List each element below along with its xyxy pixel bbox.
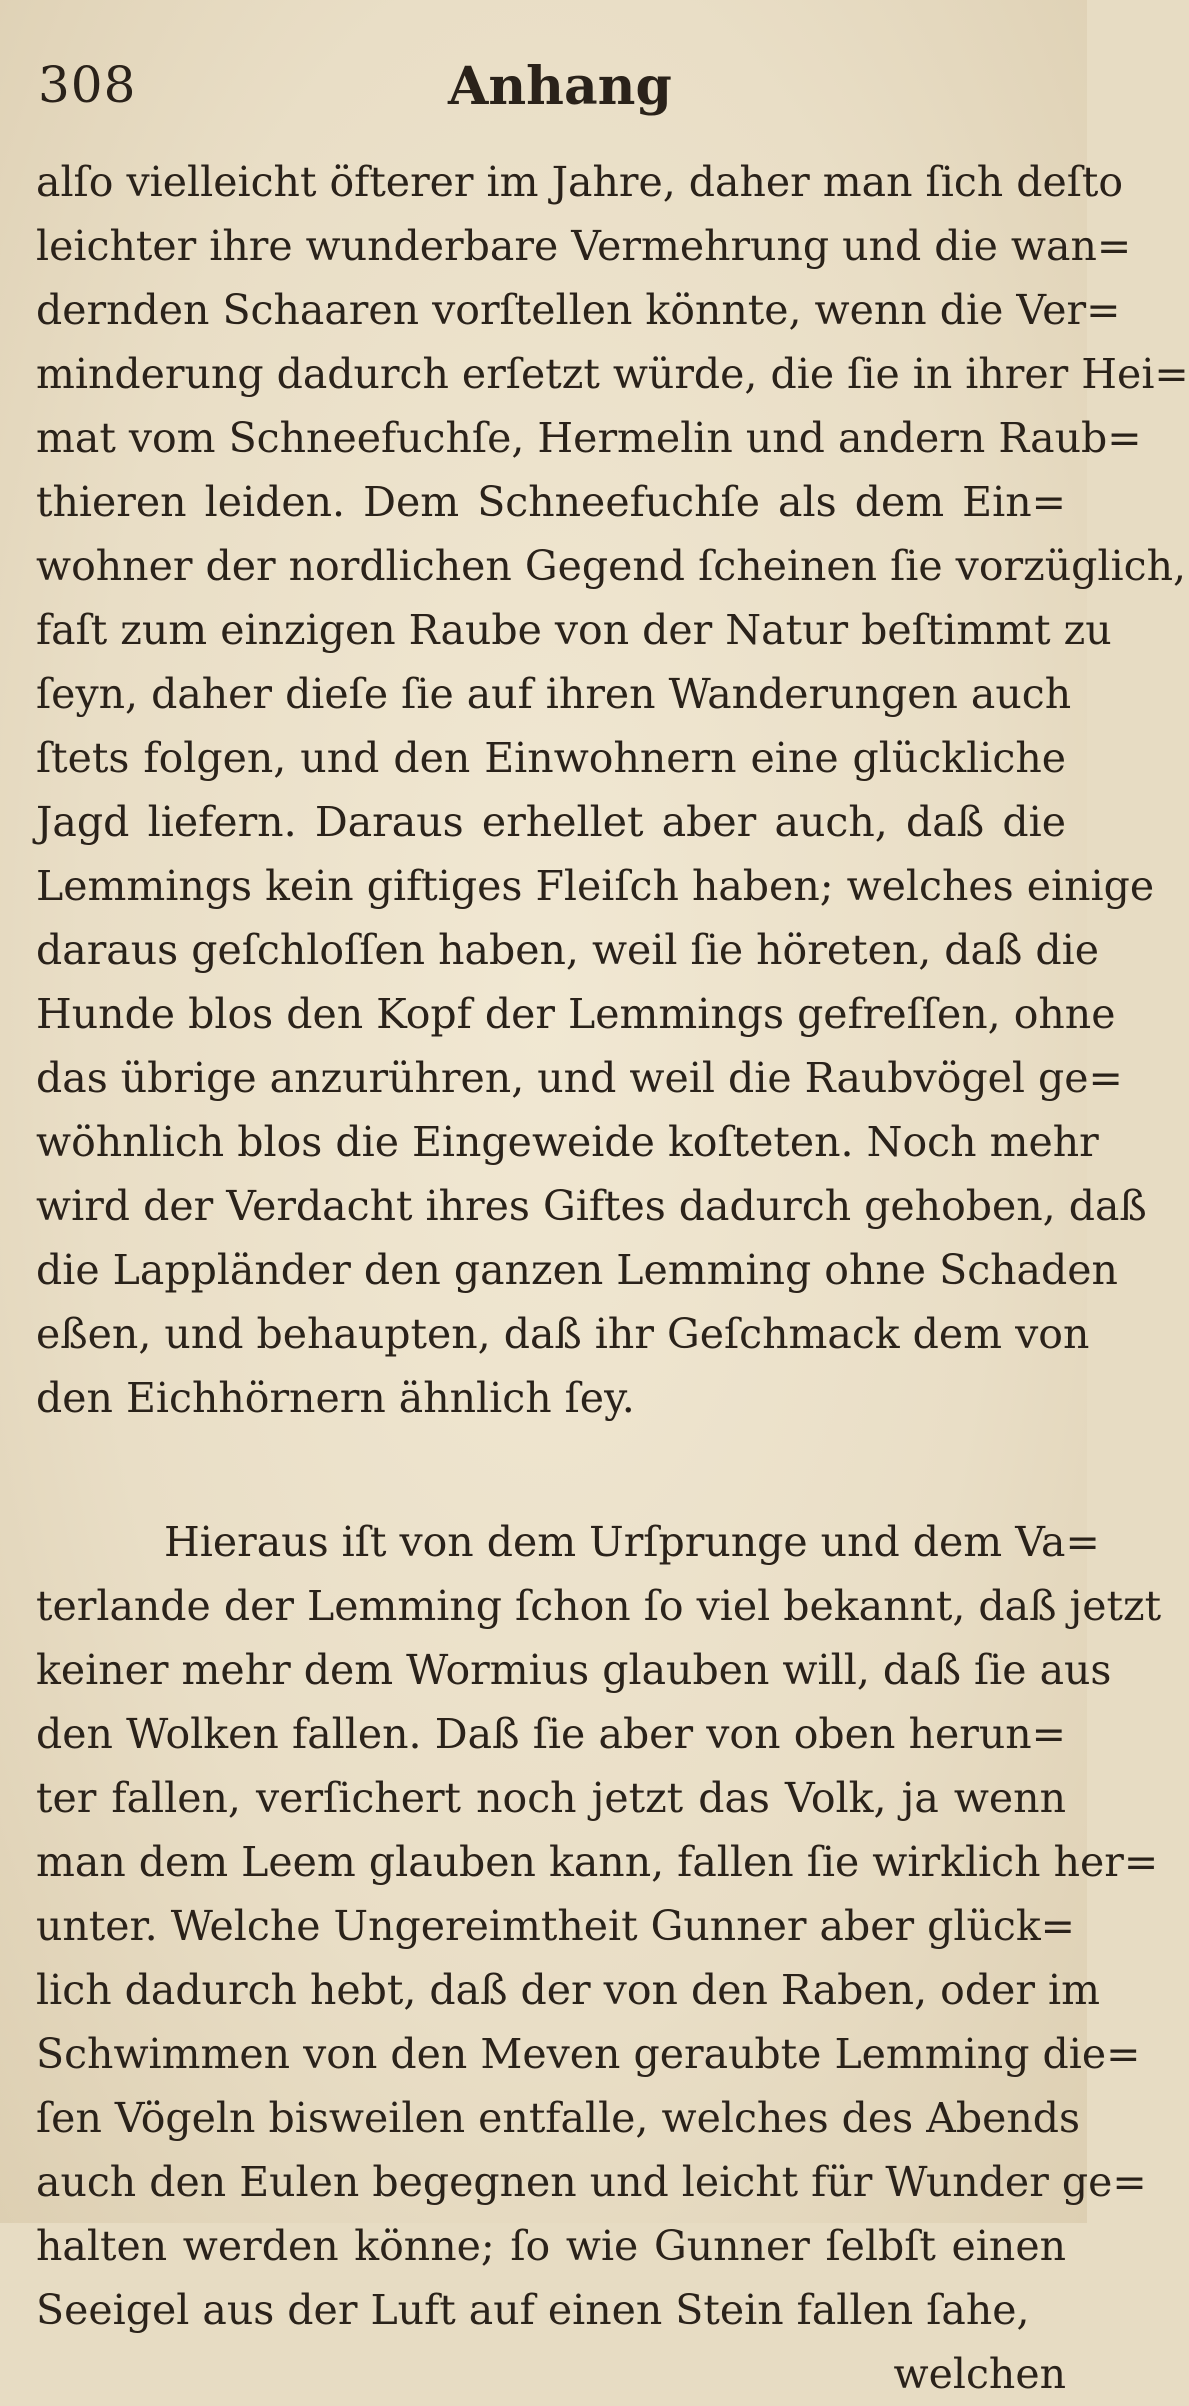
page-header <box>0 40 1087 130</box>
catchword: welchen <box>893 2350 1066 2398</box>
text-line: Seeigel aus der Luft auf einen Stein fallen ſahe, <box>36 2286 1030 2334</box>
text-line: unter. Welche Ungereimtheit Gunner aber glück= <box>36 1902 1076 1950</box>
text-line: terlande der Lemming ſchon ſo viel bekannt, daß jetzt <box>36 1582 1162 1630</box>
text-line: Schwimmen von den Meven geraubte Lemming die= <box>36 2030 1141 2078</box>
text-line: wird der Verdacht ihres Giftes dadurch gehoben, daß <box>36 1182 1147 1230</box>
text-line: den Eichhörnern ähnlich ſey. <box>36 1374 635 1422</box>
text-line: eßen, und behaupten, daß ihr Geſchmack dem von <box>36 1310 1090 1358</box>
text-line: auch den Eulen begegnen und leicht für Wunder ge= <box>36 2158 1147 2206</box>
text-line: Hieraus iſt von dem Urſprunge und dem Va= <box>164 1518 1100 1566</box>
text-line: wohner der nordlichen Gegend ſcheinen ſie vorzüglich, <box>36 542 1187 590</box>
text-line: ter fallen, verſichert noch jetzt das Volk, ja wenn <box>36 1774 1066 1822</box>
text-line: mat vom Schneefuchſe, Hermelin und andern Raub= <box>36 414 1142 462</box>
paragraph <box>36 150 1189 1430</box>
text-line: thieren leiden. Dem Schneefuchſe als dem Ein= <box>36 478 1066 526</box>
text-line: ſtets folgen, und den Einwohnern eine glückliche <box>36 734 1066 782</box>
running-head: Anhang <box>448 56 672 117</box>
page-number: 308 <box>38 56 137 114</box>
text-line: daraus geſchloſſen haben, weil ſie höreten, daß die <box>36 926 1100 974</box>
text-line: ſen Vögeln bisweilen entfalle, welches des Abends <box>36 2094 1081 2142</box>
text-line: lich dadurch hebt, daß der von den Raben, oder im <box>36 1966 1100 2014</box>
text-line: faſt zum einzigen Raube von der Natur beſtimmt zu <box>36 606 1112 654</box>
text-line: Jagd liefern. Daraus erhellet aber auch, daß die <box>36 798 1066 846</box>
paragraph-gap <box>36 1430 1066 1510</box>
text-line: das übrige anzurühren, und weil die Raubvögel ge= <box>36 1054 1123 1102</box>
text-line: halten werden könne; ſo wie Gunner ſelbſt einen <box>36 2222 1066 2270</box>
text-line: alſo vielleicht öfterer im Jahre, daher man ſich deſto <box>36 158 1124 206</box>
text-line: Hunde blos den Kopf der Lemmings gefreſſen, ohne <box>36 990 1116 1038</box>
text-line: wöhnlich blos die Eingeweide koſteten. Noch mehr <box>36 1118 1099 1166</box>
text-line: minderung dadurch erſetzt würde, die ſie in ihrer Hei= <box>36 350 1189 398</box>
text-line: Lemmings kein giftiges Fleiſch haben; welches einige <box>36 862 1155 910</box>
text-line: keiner mehr dem Wormius glauben will, daß ſie aus <box>36 1646 1112 1694</box>
text-line: den Wolken fallen. Daß ſie aber von oben herun= <box>36 1710 1066 1758</box>
text-line: dernden Schaaren vorſtellen könnte, wenn die Ver= <box>36 286 1121 334</box>
text-line: man dem Leem glauben kann, fallen ſie wirklich her= <box>36 1838 1159 1886</box>
text-line: leichter ihre wunderbare Vermehrung und die wan= <box>36 222 1132 270</box>
text-line: ſeyn, daher dieſe ſie auf ihren Wanderungen auch <box>36 670 1072 718</box>
paragraph <box>36 1510 1162 2342</box>
body-text <box>36 150 1189 2406</box>
text-line: die Lappländer den ganzen Lemming ohne Schaden <box>36 1246 1118 1294</box>
